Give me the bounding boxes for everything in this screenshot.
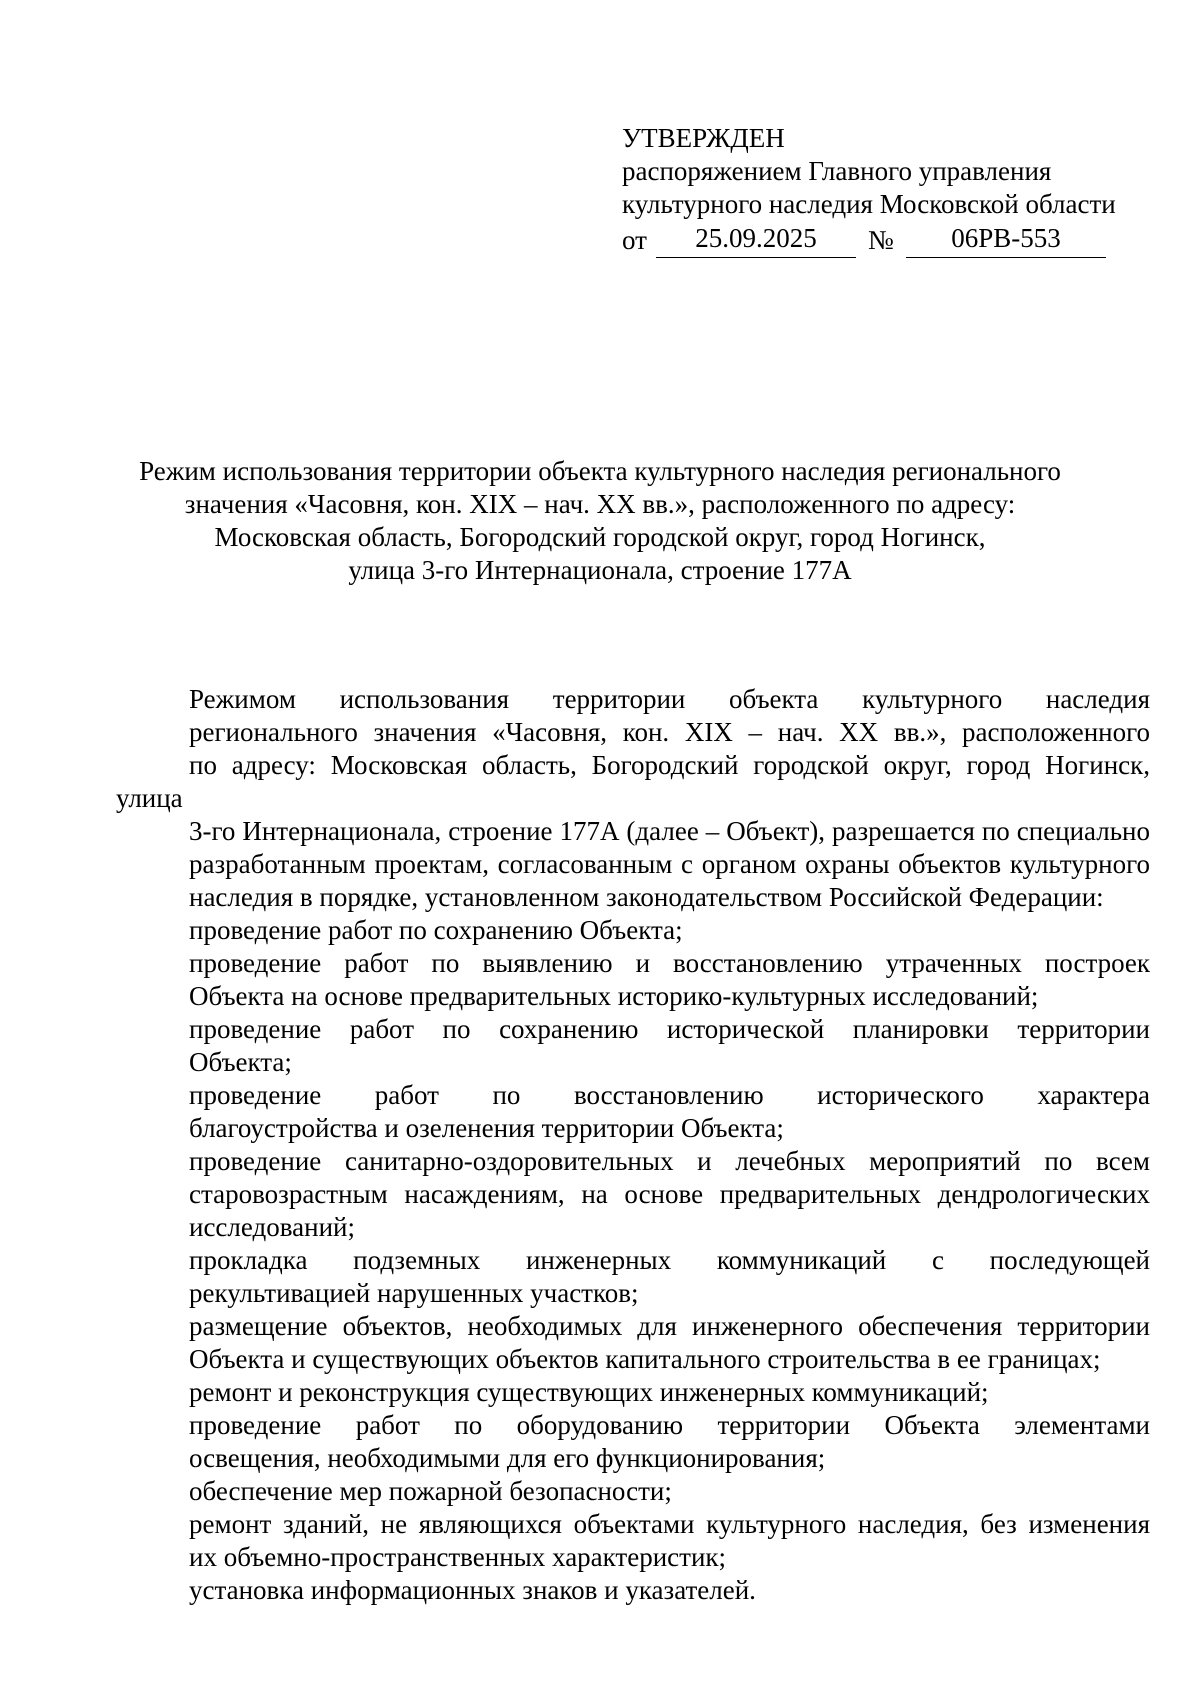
from-label: от bbox=[622, 225, 647, 255]
list-item-line: проведение работ по восстановлению исторического характера bbox=[189, 1080, 1150, 1110]
list-item-line: проведение работ по сохранению исторической планировки территории bbox=[189, 1014, 1150, 1044]
list-item bbox=[116, 1013, 1150, 1079]
approval-line-1: распоряжением Главного управления bbox=[622, 156, 1052, 186]
list-item bbox=[116, 1376, 1150, 1409]
list-item-line: исследований; bbox=[189, 1212, 355, 1242]
list-item-line: освещения, необходимыми для его функционирования; bbox=[189, 1443, 826, 1473]
title-line-3: Московская область, Богородский городской округ, город Ногинск, bbox=[214, 522, 986, 552]
list-item bbox=[116, 947, 1150, 1013]
list-item-line: Объекта; bbox=[189, 1047, 292, 1077]
list-item bbox=[116, 1475, 1150, 1508]
list-item bbox=[116, 1508, 1150, 1574]
list-item-line: размещение объектов, необходимых для инженерного обеспечения территории bbox=[189, 1311, 1150, 1341]
list-item bbox=[116, 1409, 1150, 1475]
list-item-line: проведение санитарно-оздоровительных и лечебных мероприятий по всем bbox=[189, 1146, 1150, 1176]
list-item-line: проведение работ по оборудованию территории Объекта элементами bbox=[189, 1410, 1150, 1440]
list-item-line: старовозрастным насаждениям, на основе предварительных дендрологических bbox=[189, 1179, 1150, 1209]
intro-paragraph bbox=[116, 683, 1150, 914]
intro-line: Режимом использования территории объекта культурного наследия bbox=[189, 684, 1150, 714]
approval-reference bbox=[622, 221, 1116, 259]
list-item-line: установка информационных знаков и указателей. bbox=[189, 1575, 756, 1605]
list-item-line: проведение работ по сохранению Объекта; bbox=[189, 915, 683, 945]
list-item-line: благоустройства и озеленения территории Объекта; bbox=[189, 1113, 784, 1143]
intro-line: наследия в порядке, установленном законодательством Российской Федерации: bbox=[189, 882, 1104, 912]
list-item-line: ремонт и реконструкция существующих инженерных коммуникаций; bbox=[189, 1377, 989, 1407]
list-item-line: Объекта на основе предварительных историко-культурных исследований; bbox=[189, 981, 1039, 1011]
intro-line: 3-го Интернационала, строение 177А (далее – Объект), разрешается по специально bbox=[189, 816, 1150, 846]
number-label: № bbox=[868, 225, 894, 255]
intro-line: регионального значения «Часовня, кон. XIX – нач. XX вв.», расположенного bbox=[189, 717, 1150, 747]
list-item bbox=[116, 1079, 1150, 1145]
list-item bbox=[116, 1244, 1150, 1310]
approval-date: 25.09.2025 bbox=[656, 221, 856, 258]
list-item-line: проведение работ по выявлению и восстановлению утраченных построек bbox=[189, 948, 1150, 978]
list-item bbox=[116, 914, 1150, 947]
document-title bbox=[80, 455, 1120, 587]
approval-stamp bbox=[622, 122, 1116, 259]
approval-line-2: культурного наследия Московской области bbox=[622, 189, 1116, 219]
document-body bbox=[116, 683, 1150, 1607]
list-item-line: Объекта и существующих объектов капитального строительства в ее границах; bbox=[189, 1344, 1101, 1374]
title-line-1: Режим использования территории объекта культурного наследия регионального bbox=[139, 456, 1061, 486]
intro-line: по адресу: Московская область, Богородский городской округ, город Ногинск, улица bbox=[116, 750, 1150, 813]
list-item bbox=[116, 1145, 1150, 1244]
list-item bbox=[116, 1574, 1150, 1607]
list-item-line: рекультивацией нарушенных участков; bbox=[189, 1278, 639, 1308]
approval-number: 06РВ-553 bbox=[906, 221, 1106, 258]
list-item-line: прокладка подземных инженерных коммуникаций с последующей bbox=[189, 1245, 1150, 1275]
list-item-line: ремонт зданий, не являющихся объектами культурного наследия, без изменения bbox=[189, 1509, 1150, 1539]
intro-line: разработанным проектам, согласованным с органом охраны объектов культурного bbox=[189, 849, 1150, 879]
list-item bbox=[116, 1310, 1150, 1376]
list-item-line: их объемно-пространственных характеристик; bbox=[189, 1542, 727, 1572]
title-line-4: улица 3-го Интернационала, строение 177А bbox=[348, 555, 852, 585]
approval-heading: УТВЕРЖДЕН bbox=[622, 123, 785, 153]
list-item-line: обеспечение мер пожарной безопасности; bbox=[189, 1476, 672, 1506]
title-line-2: значения «Часовня, кон. XIX – нач. XX вв.», расположенного по адресу: bbox=[184, 489, 1016, 519]
